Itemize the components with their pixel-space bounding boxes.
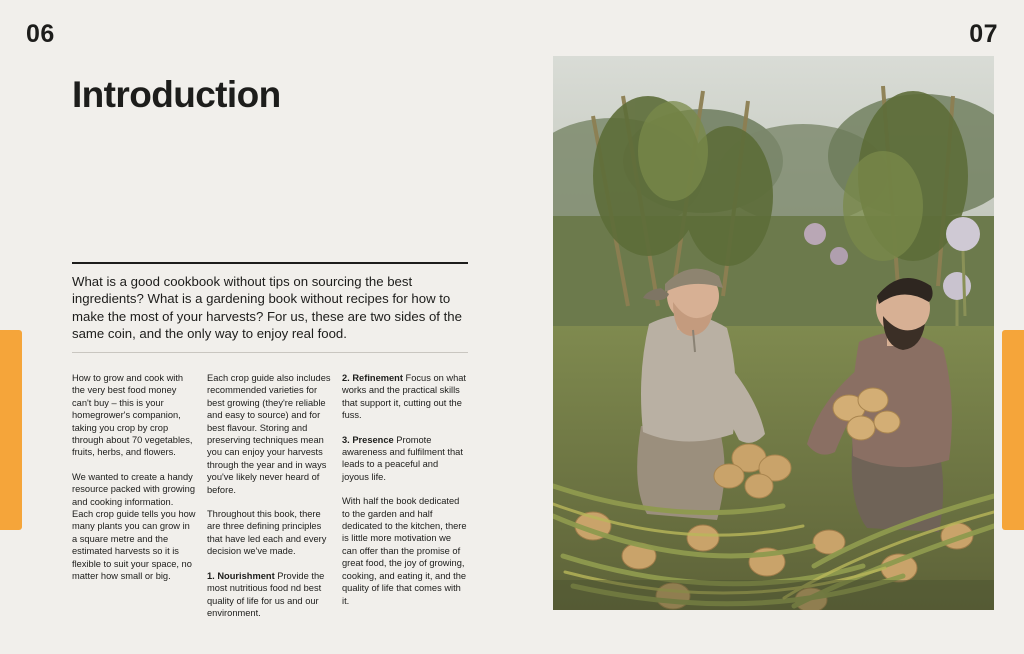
body-column-1 (72, 372, 197, 619)
principle-2-label: 2. Refinement (342, 373, 403, 383)
paragraph: We wanted to create a handy resource packed with growing and cooking information. Each crop guide tells you how many plants you can grow in a square metre and the estimated harvests so it is flexible to suit your space, no matter how small or big. (72, 471, 196, 582)
body-columns (72, 372, 468, 619)
standfirst-text: What is a good cookbook without tips on sourcing the best ingredients? What is a gardening book without recipes for how to make the most of your harvests? For us, these are two sides of the same coin, and the only way to enjoy real food. (72, 273, 462, 341)
standfirst-block (72, 262, 468, 343)
page-number-right: 07 (969, 20, 998, 48)
paragraph: Each crop guide also includes recommended varieties for best growing (they're reliable and easy to source) and for best flavour. Storing and preserving techniques mean you can enjoy your harvests through the year and in ways you've likely never heard of before. (207, 373, 331, 495)
divider-top (72, 262, 468, 264)
page-title: Introduction (72, 74, 281, 115)
paragraph: How to grow and cook with the very best food money can't buy – this is your homegrower's companion, taking you crop by crop through about 70 vegetables, fruits, herbs, and flowers. (72, 373, 193, 458)
divider-bottom (72, 352, 468, 353)
accent-tab-left (0, 330, 22, 530)
page-number-left: 06 (26, 20, 55, 48)
principle-1-text: Provide the most nutritious food nd best quality of life for us and our environment. (207, 570, 325, 618)
principle-2 (342, 372, 467, 422)
principle-2-text: Focus on what works and the practical skills that support it, cutting out the fuss. (342, 373, 467, 421)
body-column-3 (342, 372, 467, 619)
left-page (72, 0, 472, 654)
paragraph: Throughout this book, there are three defining principles that have led each and every decision we've made. (207, 509, 327, 557)
body-column-2 (207, 372, 332, 619)
principle-1-label: 1. Nourishment (207, 570, 275, 581)
accent-tab-right (1002, 330, 1024, 530)
garden-photo (553, 56, 994, 610)
principle-3 (342, 434, 467, 484)
paragraph: With half the book dedicated to the garden and half dedicated to the kitchen, there is little more motivation we can offer than the promise of great food, the joy of growing, cooking, and eating it, and the quality of life that comes with it. (342, 496, 467, 606)
principle-1 (207, 570, 332, 620)
principle-3-text: Promote awareness and fulfilment that leads to a peaceful and joyous life. (342, 434, 463, 482)
principle-3-label: 3. Presence (342, 434, 394, 445)
